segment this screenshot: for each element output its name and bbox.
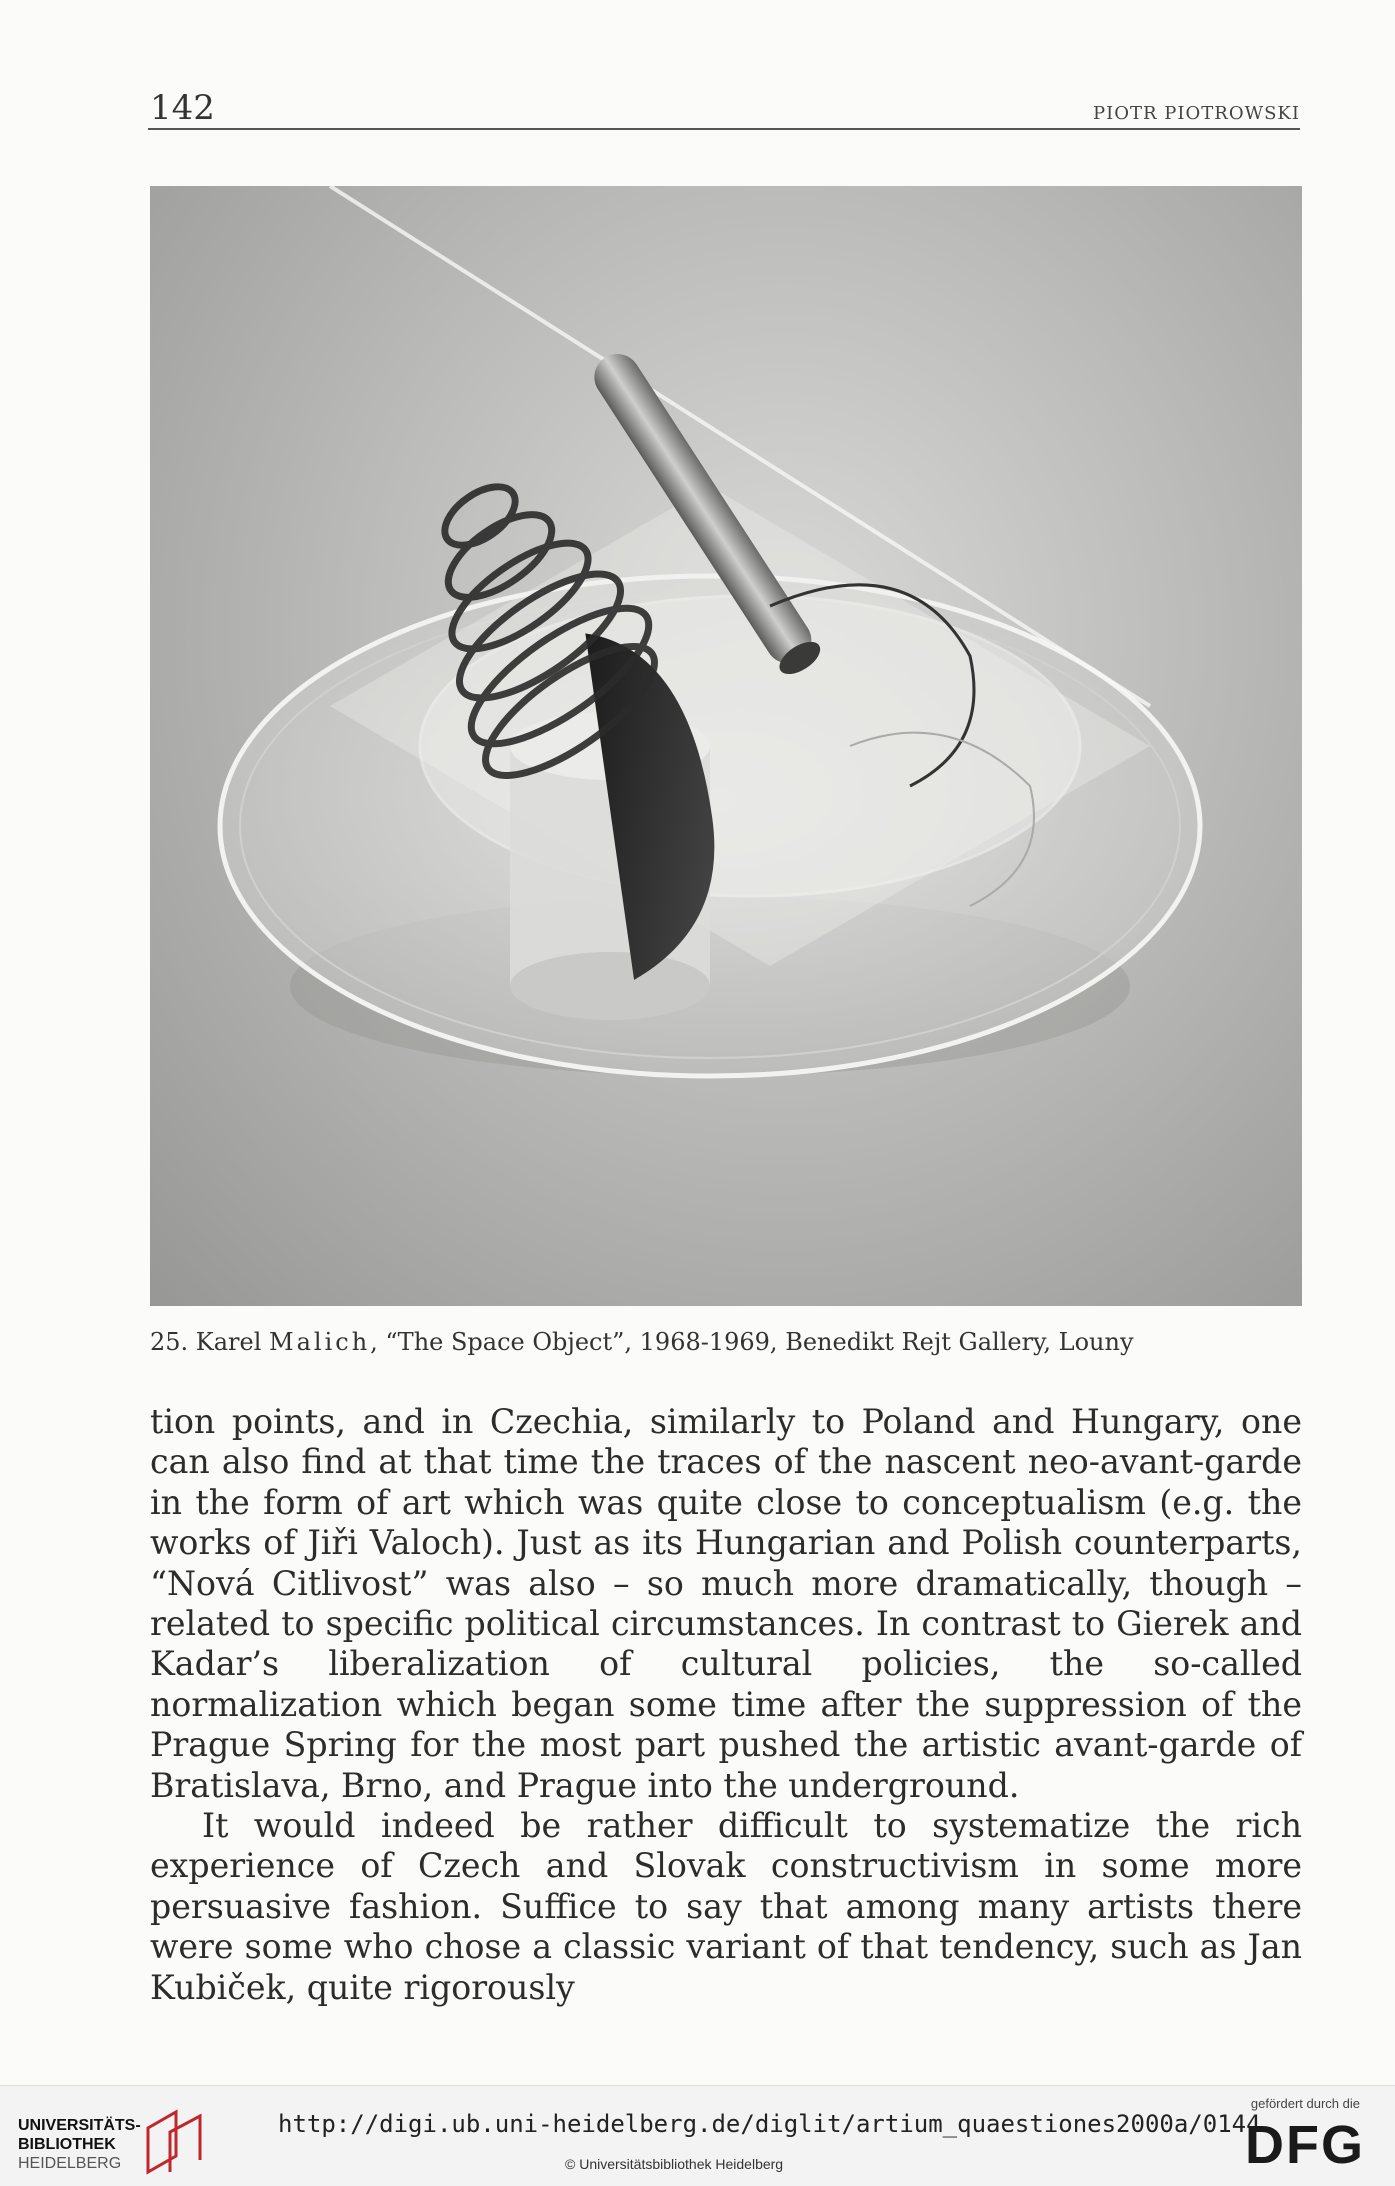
funding-note: gefördert durch die [1250, 2096, 1360, 2111]
page-number: 142 [150, 88, 215, 128]
running-head: PIOTR PIOTROWSKI [1093, 103, 1300, 124]
library-line-3: HEIDELBERG [18, 2155, 122, 2172]
space-object-sculpture-image [150, 186, 1302, 1306]
paragraph-1: tion points, and in Czechia, similarly to Poland and Hungary, one can also find at that time the traces of the nascent neo-avant-garde in the form of art which was quite close to conceptualism (e.g. the works of Jiři Valoch). Just as its Hungarian and Polish counterparts, “Nová Citlivost” was also – so much more dramatically, though – related to specific political circumstances. In contrast to Gierek and Kadar’s liberalization of cultural policies, the so-called normalization which began some time after the suppression of the Prague Spring for the most part pushed the artistic avant-garde of Bratislava, Brno, and Prague into the underground. [150, 1402, 1302, 1805]
paragraph-2: It would indeed be rather difficult to systematize the rich experience of Czech and Slovak constructivism in some more persuasive fashion. Suffice to say that among many artists there were some who chose a classic variant of that tendency, such as Jan Kubiček, quite rigorously [150, 1806, 1302, 2007]
body-text [150, 1402, 1302, 2008]
digitization-footer [0, 2085, 1395, 2186]
caption-prefix: 25. Karel [150, 1328, 270, 1356]
library-line-2: BIBLIOTHEK [18, 2136, 116, 2153]
figure-caption [150, 1328, 1134, 1356]
library-emblem-icon [140, 2106, 212, 2176]
artwork-photograph [150, 186, 1302, 1306]
copyright-notice: © Universitätsbibliothek Heidelberg [565, 2156, 784, 2172]
header-rule [148, 128, 1300, 130]
library-line-1: UNIVERSITÄTS- [18, 2117, 141, 2134]
caption-rest: , “The Space Object”, 1968-1969, Benedikt Rejt Gallery, Louny [370, 1328, 1134, 1356]
library-logo-text [18, 2116, 141, 2173]
source-url-link[interactable]: http://digi.ub.uni-heidelberg.de/diglit/artium_quaestiones2000a/0144 [278, 2110, 1261, 2138]
dfg-logo: DFG [1245, 2115, 1365, 2175]
caption-artist: Malich [269, 1328, 371, 1356]
